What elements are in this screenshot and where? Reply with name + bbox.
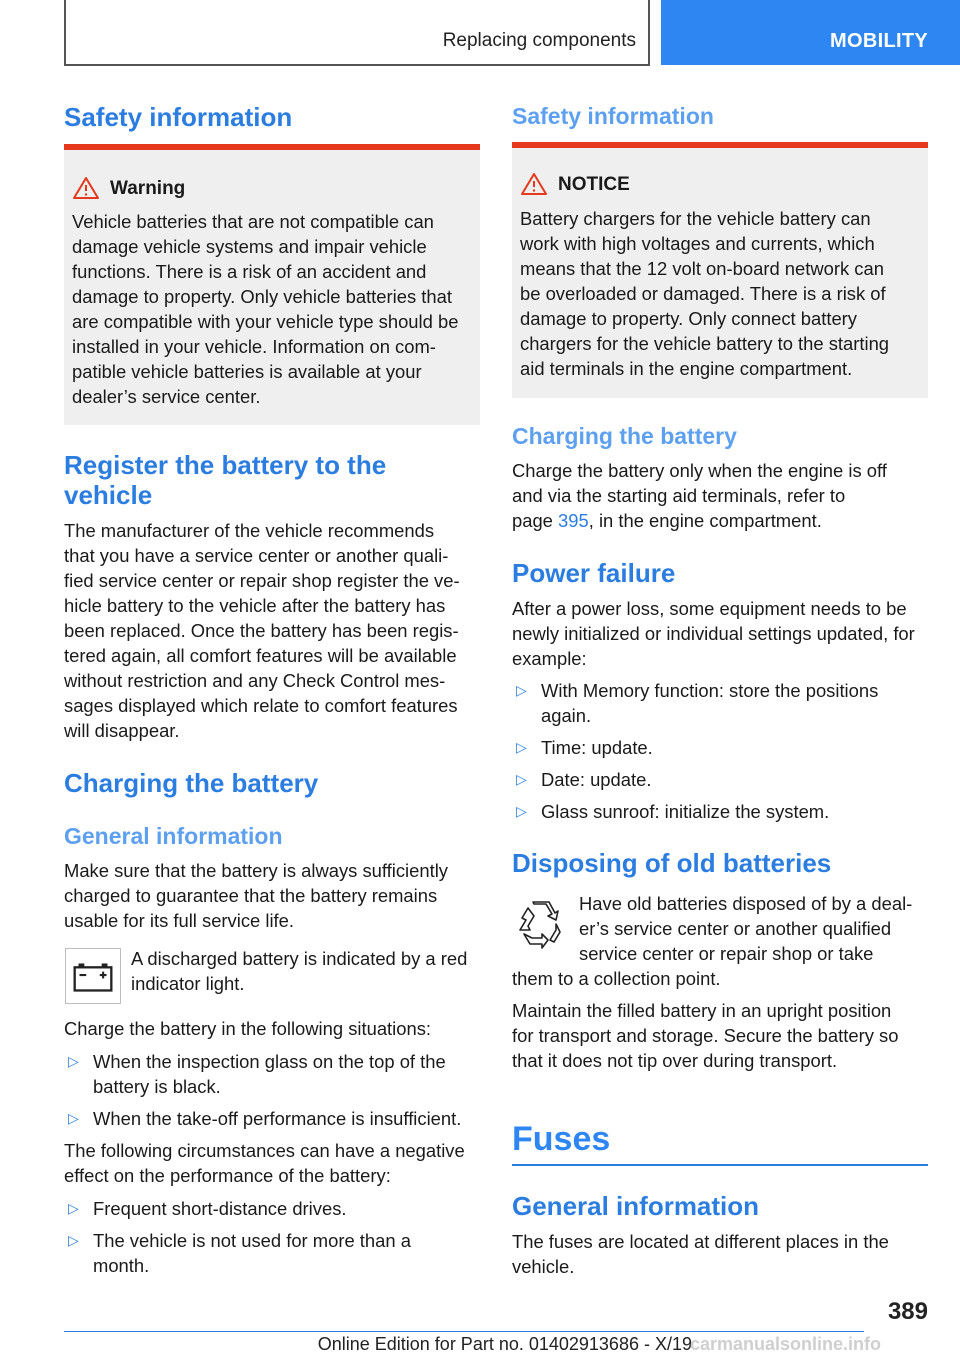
warning-triangle-icon (72, 176, 100, 200)
warning-line: dealer’s service center. (72, 386, 261, 407)
warning-line: functions. There is a risk of an accident and (72, 261, 427, 282)
right-safety-heading: Safety information (512, 103, 714, 129)
right-charging-heading: Charging the battery (512, 423, 737, 449)
warning-line: damage vehicle systems and impair vehicle (72, 236, 427, 257)
power-failure-heading: Power failure (512, 558, 676, 588)
general-info-paragraph (64, 858, 480, 933)
text-fragment: page (512, 510, 559, 531)
text-line: month. (93, 1255, 150, 1276)
notice-line: Battery chargers for the vehicle battery can (520, 208, 871, 229)
circumstances-paragraph (64, 1138, 480, 1188)
text-line: Time: update. (541, 737, 653, 758)
text-line: After a power loss, some equipment needs to be (512, 598, 907, 619)
text-line: sages displayed which relate to comfort features (64, 695, 458, 716)
text-line: effect on the performance of the battery: (64, 1165, 391, 1186)
notice-title: NOTICE (558, 174, 630, 195)
register-heading-line: vehicle (64, 480, 153, 510)
text-fragment: , in the engine compartment. (588, 510, 822, 531)
warning-text (72, 209, 476, 409)
battery-indicator-icon (65, 948, 121, 1004)
text-line: Glass sunroof: initialize the system. (541, 801, 830, 822)
header-section-title: Replacing components (442, 30, 636, 51)
text-line: charged to guarantee that the battery remains (64, 885, 438, 906)
text-line: With Memory function: store the positions (541, 680, 879, 701)
triangle-bullet-icon: ▷ (516, 682, 527, 698)
text-line: Charge the battery only when the engine is off (512, 460, 887, 481)
triangle-bullet-icon: ▷ (68, 1110, 79, 1126)
triangle-bullet-icon: ▷ (68, 1200, 79, 1216)
footer-divider (64, 1331, 864, 1332)
charging-heading: Charging the battery (64, 768, 319, 798)
text-line: battery is black. (93, 1076, 221, 1097)
text-line: When the take-off performance is insufficient. (93, 1108, 462, 1129)
watermark-text: carmanualsonline.info (690, 1334, 882, 1354)
text-line: The fuses are located at different places in the (512, 1231, 889, 1252)
text-line: that you have a service center or another quali‐ (64, 545, 449, 566)
disposing-indented-text (579, 891, 928, 966)
notice-line: aid terminals in the engine compartment. (520, 358, 853, 379)
text-line: service center or repair shop or take (579, 943, 874, 964)
notice-text (520, 206, 924, 381)
text-line: will disappear. (64, 720, 180, 741)
text-line: The following circumstances can have a negative (64, 1140, 465, 1161)
general-info-heading: General information (64, 823, 283, 849)
text-line (512, 508, 928, 533)
maintain-paragraph (512, 998, 928, 1073)
text-line: Make sure that the battery is always sufficiently (64, 860, 448, 881)
warning-line: patible vehicle batteries is available at your (72, 361, 422, 382)
text-line: fied service center or repair shop register the ve‐ (64, 570, 460, 591)
text-line: er’s service center or another qualified (579, 918, 892, 939)
fuses-general-heading: General information (512, 1191, 760, 1221)
page-link[interactable]: 395 (558, 510, 589, 531)
triangle-bullet-icon: ▷ (516, 771, 527, 787)
register-heading-line: Register the battery to the (64, 450, 387, 480)
recycling-icon (512, 894, 568, 950)
text-line: for transport and storage. Secure the battery so (512, 1025, 899, 1046)
register-paragraph (64, 518, 480, 743)
fuses-paragraph (512, 1229, 928, 1279)
warning-box (64, 144, 480, 425)
text-line: that it does not tip over during transport. (512, 1050, 838, 1071)
text-line: without restriction and any Check Control mes‐ (64, 670, 446, 691)
left-safety-heading: Safety information (64, 102, 293, 132)
warning-line: are compatible with your vehicle type should be (72, 311, 459, 332)
text-line: Frequent short-distance drives. (93, 1198, 347, 1219)
header-tab-label: MOBILITY (830, 30, 928, 52)
register-heading (64, 450, 386, 510)
warning-line: damage to property. Only vehicle batteries that (72, 286, 452, 307)
text-line: Have old batteries disposed of by a deal‐ (579, 893, 913, 914)
notice-line: work with high voltages and currents, which (520, 233, 875, 254)
triangle-bullet-icon: ▷ (516, 739, 527, 755)
triangle-bullet-icon: ▷ (68, 1053, 79, 1069)
notice-line: be overloaded or damaged. There is a risk of (520, 283, 886, 304)
text-line: been replaced. Once the battery has been regis‐ (64, 620, 459, 641)
notice-line: damage to property. Only connect battery (520, 308, 858, 329)
warning-line: Vehicle batteries that are not compatible can (72, 211, 434, 232)
text-line: A discharged battery is indicated by a red (131, 948, 468, 969)
text-line: tered again, all comfort features will be available (64, 645, 457, 666)
text-line: newly initialized or individual settings updated, for (512, 623, 915, 644)
text-line: again. (541, 705, 592, 726)
warning-title: Warning (110, 178, 186, 199)
warning-line: installed in your vehicle. Information on com‐ (72, 336, 436, 357)
text-line: The manufacturer of the vehicle recommends (64, 520, 435, 541)
text-line: vehicle. (512, 1256, 575, 1277)
notice-triangle-icon (520, 172, 548, 196)
text-line: When the inspection glass on the top of the (93, 1051, 446, 1072)
fuses-divider (512, 1164, 928, 1166)
text-line: Date: update. (541, 769, 652, 790)
text-line: indicator light. (131, 973, 245, 994)
disposing-heading: Disposing of old batteries (512, 848, 832, 878)
situations-intro: Charge the battery in the following situations: (64, 1018, 432, 1039)
notice-line: chargers for the vehicle battery to the starting (520, 333, 890, 354)
triangle-bullet-icon: ▷ (68, 1232, 79, 1248)
text-line: hicle battery to the vehicle after the battery has (64, 595, 446, 616)
text-line: Maintain the filled battery in an upright position (512, 1000, 892, 1021)
text-line: usable for its full service life. (64, 910, 294, 931)
power-failure-paragraph (512, 596, 928, 671)
indicator-paragraph (131, 946, 480, 996)
text-line: The vehicle is not used for more than a (93, 1230, 411, 1251)
right-charging-paragraph (512, 458, 928, 533)
text-line: and via the starting aid terminals, refer to (512, 485, 846, 506)
triangle-bullet-icon: ▷ (516, 803, 527, 819)
edition-note: Online Edition for Part no. 01402913686 - X/19 (317, 1334, 692, 1354)
notice-box (512, 142, 928, 398)
fuses-heading: Fuses (512, 1120, 611, 1158)
page-number: 389 (887, 1298, 928, 1325)
notice-line: means that the 12 volt on-board network can (520, 258, 884, 279)
text-line: example: (512, 648, 587, 669)
disposing-full-line: them to a collection point. (512, 968, 721, 989)
